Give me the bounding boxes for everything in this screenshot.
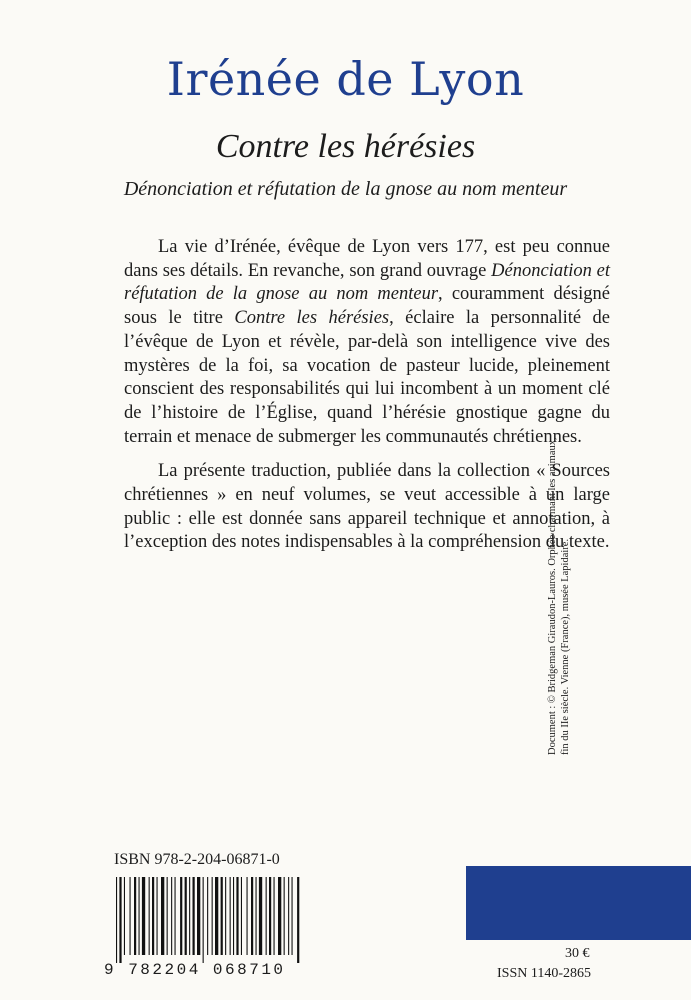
barcode-bar	[142, 877, 145, 955]
blurb-italic-title: Dénonciation et réfutation de la gnose au nom menteur	[124, 260, 610, 305]
blurb-text: La vie d’Irénée, évêque de Lyon vers 177, est peu connue dans ses détails. En revanche, son grand ouvrage	[124, 237, 610, 281]
book-subtitle: Dénonciation et réfutation de la gnose au nom menteur	[123, 178, 568, 200]
barcode-bar	[247, 877, 248, 955]
blurb-text: , couramment désigné sous le titre	[124, 284, 610, 329]
author-name: Irénée de Lyon	[166, 52, 525, 106]
price: 30 €	[565, 946, 590, 961]
isbn-label: ISBN 978-2-204-06871-0	[114, 851, 280, 868]
book-title: Contre les hérésies	[215, 128, 476, 165]
barcode-bar	[284, 877, 285, 955]
barcode-bar	[241, 877, 242, 955]
barcode-bar	[230, 877, 231, 955]
barcode-bar	[119, 877, 121, 963]
blurb	[124, 236, 610, 566]
credit-line-1: Document : © Bridgeman Giraudon-Lauros. Orphée charmant les animaux,	[547, 437, 558, 755]
barcode-bar	[185, 877, 187, 955]
barcode-bar	[193, 877, 195, 955]
barcode-bar	[130, 877, 131, 955]
barcode	[104, 877, 304, 983]
barcode-bar	[116, 877, 117, 963]
barcode-bar	[197, 877, 200, 955]
barcode-bar	[274, 877, 275, 955]
barcode-bar	[233, 877, 234, 955]
barcode-bar	[225, 877, 226, 955]
barcode-bar	[152, 877, 154, 955]
barcode-bar	[167, 877, 168, 955]
barcode-bar	[251, 877, 253, 955]
barcode-bar	[288, 877, 289, 955]
blurb-paragraph-1	[124, 236, 610, 449]
barcode-bar	[256, 877, 257, 955]
barcode-bar	[149, 877, 150, 955]
barcode-bar	[269, 877, 271, 955]
barcode-bar	[221, 877, 223, 955]
blurb-paragraph-2: La présente traduction, publiée dans la collection « Sources chrétiennes » en neuf volumes, se veut accessible à un large public : elle est donnée sans appareil technique et annotation, à l’exception des notes indispensables à la compréhension du texte.	[124, 461, 610, 553]
barcode-bar	[180, 877, 182, 955]
barcode-bar	[124, 877, 125, 955]
blue-band	[466, 866, 691, 940]
barcode-bar	[259, 877, 262, 955]
blurb-text: , éclaire la personnalité de l’évêque de Lyon et révèle, par-delà son intelligence vive des mystères de la foi, sa vocation de pasteur lucide, pleinement conscient des responsabilités qui lui incombent à un moment clé de l’histoire de l’Église, quand l’hérésie gnostique gagne du terrain et menace de submerger les communautés chrétiennes.	[124, 308, 610, 447]
barcode-bar	[203, 877, 204, 963]
issn-label: ISSN 1140-2865	[497, 966, 591, 981]
barcode-bar	[134, 877, 136, 955]
barcode-bar	[139, 877, 140, 955]
barcode-digits: 9 782204 068710	[104, 961, 286, 979]
barcode-bar	[297, 877, 299, 963]
barcode-bar	[189, 877, 190, 955]
barcode-bar	[161, 877, 164, 955]
barcode-bar	[171, 877, 172, 955]
barcode-bar	[212, 877, 213, 955]
barcode-bar	[175, 877, 176, 955]
barcode-bar	[215, 877, 218, 955]
image-credit	[546, 437, 572, 755]
barcode-bar	[292, 877, 293, 955]
blurb-italic-title: Contre les hérésies	[234, 308, 390, 329]
barcode-bar	[157, 877, 158, 955]
credit-line-2: fin du IIe siècle. Vienne (France), musée Lapidaire.	[560, 538, 571, 755]
barcode-bar	[278, 877, 281, 955]
barcode-bar	[207, 877, 208, 955]
barcode-bars	[104, 877, 304, 963]
barcode-bar	[236, 877, 238, 955]
barcode-bar	[266, 877, 267, 955]
